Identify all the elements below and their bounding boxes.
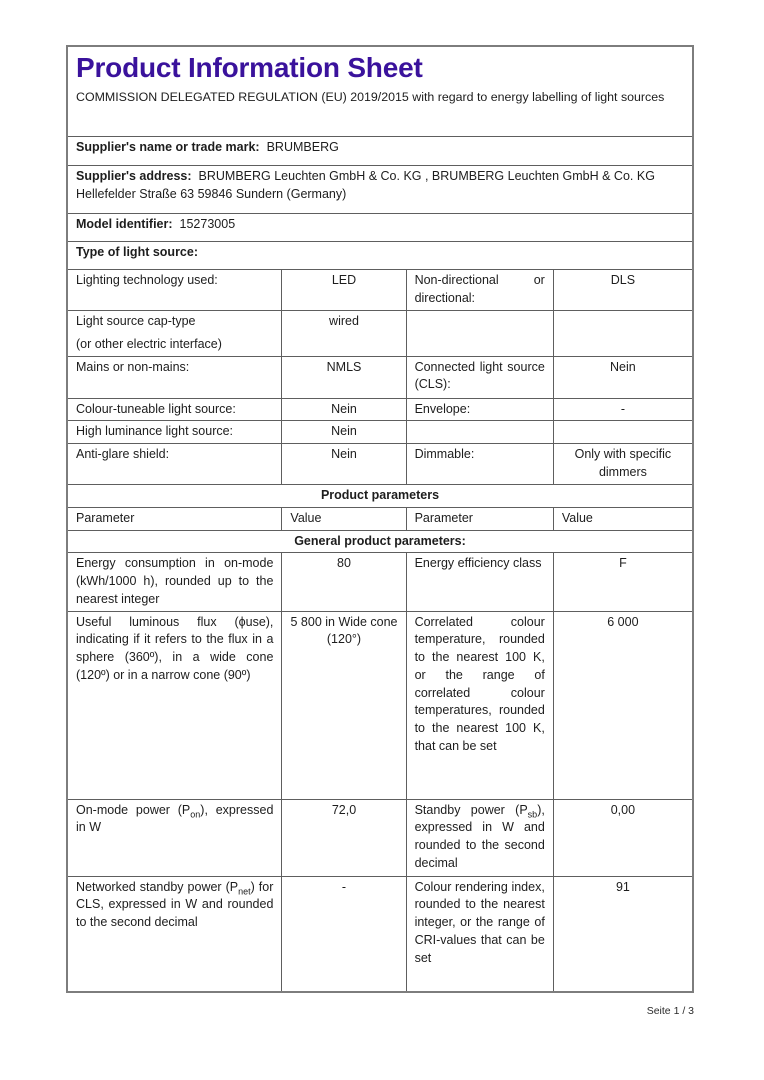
model-identifier-value: 15273005 bbox=[179, 217, 236, 231]
param-cell: Envelope: bbox=[406, 399, 553, 421]
column-header: Parameter bbox=[76, 510, 135, 525]
model-identifier-label: Model identifier: bbox=[76, 217, 173, 231]
param-cell: Lighting technology used: bbox=[76, 273, 218, 287]
param-cell bbox=[68, 311, 281, 356]
param-cell bbox=[68, 877, 281, 991]
table-row bbox=[68, 269, 692, 310]
param-cell bbox=[406, 311, 553, 356]
value-cell: Nein bbox=[281, 421, 405, 443]
value-cell: 6 000 bbox=[553, 612, 692, 799]
param-cell: Energy consumption in on-mode (kWh/1000 h), rounded up to the nearest integer bbox=[76, 556, 274, 606]
value-cell: 5 800 in Wide cone (120°) bbox=[281, 612, 405, 799]
table-row bbox=[68, 443, 692, 484]
value-cell: Nein bbox=[553, 357, 692, 398]
param-cell: High luminance light source: bbox=[76, 424, 234, 439]
value-cell: 91 bbox=[553, 877, 692, 991]
cap-type-line1: Light source cap-type bbox=[76, 314, 196, 328]
value-cell bbox=[553, 311, 692, 356]
column-header: Value bbox=[281, 508, 405, 530]
value-cell: F bbox=[553, 553, 692, 610]
table-row bbox=[68, 310, 692, 356]
header-cell bbox=[68, 47, 692, 136]
param-text: Networked standby power (P bbox=[76, 879, 239, 894]
regulation-subtitle: COMMISSION DELEGATED REGULATION (EU) 2019/2015 with regard to energy labelling of light sources bbox=[76, 90, 665, 105]
param-cell: Colour-tuneable light source: bbox=[76, 401, 236, 416]
supplier-address-label: Supplier's address: bbox=[76, 169, 192, 183]
table-row bbox=[68, 356, 692, 398]
table-row bbox=[68, 420, 692, 443]
param-subscript: sb bbox=[527, 809, 538, 819]
cap-type-line2: (or other electric interface) bbox=[76, 336, 222, 351]
param-cell bbox=[406, 421, 553, 443]
value-cell: NMLS bbox=[281, 357, 405, 398]
supplier-name-label: Supplier's name or trade mark: bbox=[76, 140, 260, 154]
value-cell bbox=[553, 421, 692, 443]
value-cell: 0,00 bbox=[553, 800, 692, 876]
column-header-row bbox=[68, 507, 692, 530]
value-cell: Only with specific dimmers bbox=[553, 444, 692, 484]
param-text: ), expressed in W and rounded to the second decimal bbox=[414, 802, 545, 870]
param-cell: Useful luminous flux (ϕuse), indicating if it refers to the flux in a sphere (360º), in a wide cone (120º) or in a narrow cone (90º) bbox=[76, 614, 274, 682]
value-cell: - bbox=[281, 877, 405, 991]
value-cell: Nein bbox=[281, 444, 405, 484]
type-of-light-source-label: Type of light source: bbox=[76, 245, 198, 259]
value-cell: wired bbox=[281, 311, 405, 356]
table-row bbox=[68, 876, 692, 991]
param-cell bbox=[68, 800, 281, 876]
type-of-light-source-row bbox=[68, 241, 692, 269]
param-text: On-mode power (P bbox=[76, 802, 191, 817]
value-cell: LED bbox=[281, 270, 405, 310]
value-cell: - bbox=[553, 399, 692, 421]
column-header: Value bbox=[553, 508, 692, 530]
param-subscript: on bbox=[190, 809, 201, 819]
table-row bbox=[68, 799, 692, 876]
param-cell: Non-directional or directional: bbox=[406, 270, 553, 310]
column-header: Parameter bbox=[406, 508, 553, 530]
value-cell: 80 bbox=[281, 553, 405, 610]
table-row bbox=[68, 398, 692, 421]
page-title: Product Information Sheet bbox=[76, 52, 423, 83]
page-number: Seite 1 / 3 bbox=[646, 1005, 694, 1017]
param-cell: Anti-glare shield: bbox=[76, 447, 170, 461]
supplier-address-value: BRUMBERG Leuchten GmbH & Co. KG , BRUMBERG Leuchten GmbH & Co. KG Hellefelder Straße 63 59846 Sundern (Germany) bbox=[76, 169, 655, 201]
param-text: ) for CLS, expressed in W and rounded to the second decimal bbox=[76, 879, 274, 929]
param-subscript: net bbox=[238, 886, 251, 896]
param-text: Standby power (P bbox=[414, 802, 528, 817]
param-cell: Colour rendering index, rounded to the nearest integer, or the range of CRI-values that can be set bbox=[406, 877, 553, 991]
param-text: ), expressed in W bbox=[76, 802, 274, 835]
general-parameters-header: General product parameters: bbox=[68, 530, 692, 553]
product-parameters-header: Product parameters bbox=[68, 484, 692, 507]
product-info-sheet-table bbox=[66, 45, 694, 993]
param-cell: Dimmable: bbox=[406, 444, 553, 484]
param-cell: Energy efficiency class bbox=[406, 553, 553, 610]
value-cell: DLS bbox=[553, 270, 692, 310]
value-cell: 72,0 bbox=[281, 800, 405, 876]
param-cell: Mains or non-mains: bbox=[76, 359, 190, 374]
table-row bbox=[68, 552, 692, 610]
value-cell: Nein bbox=[281, 399, 405, 421]
model-identifier-row bbox=[68, 213, 692, 241]
param-cell bbox=[406, 800, 553, 876]
supplier-name-value: BRUMBERG bbox=[266, 140, 339, 154]
supplier-name-row bbox=[68, 136, 692, 165]
param-cell: Connected light source (CLS): bbox=[406, 357, 553, 398]
param-cell: Correlated colour temperature, rounded to the nearest 100 K, or the range of correlated colour temperatures, rounded to the nearest 100 K, that can be set bbox=[406, 612, 553, 799]
table-row bbox=[68, 611, 692, 799]
supplier-address-row bbox=[68, 165, 692, 213]
